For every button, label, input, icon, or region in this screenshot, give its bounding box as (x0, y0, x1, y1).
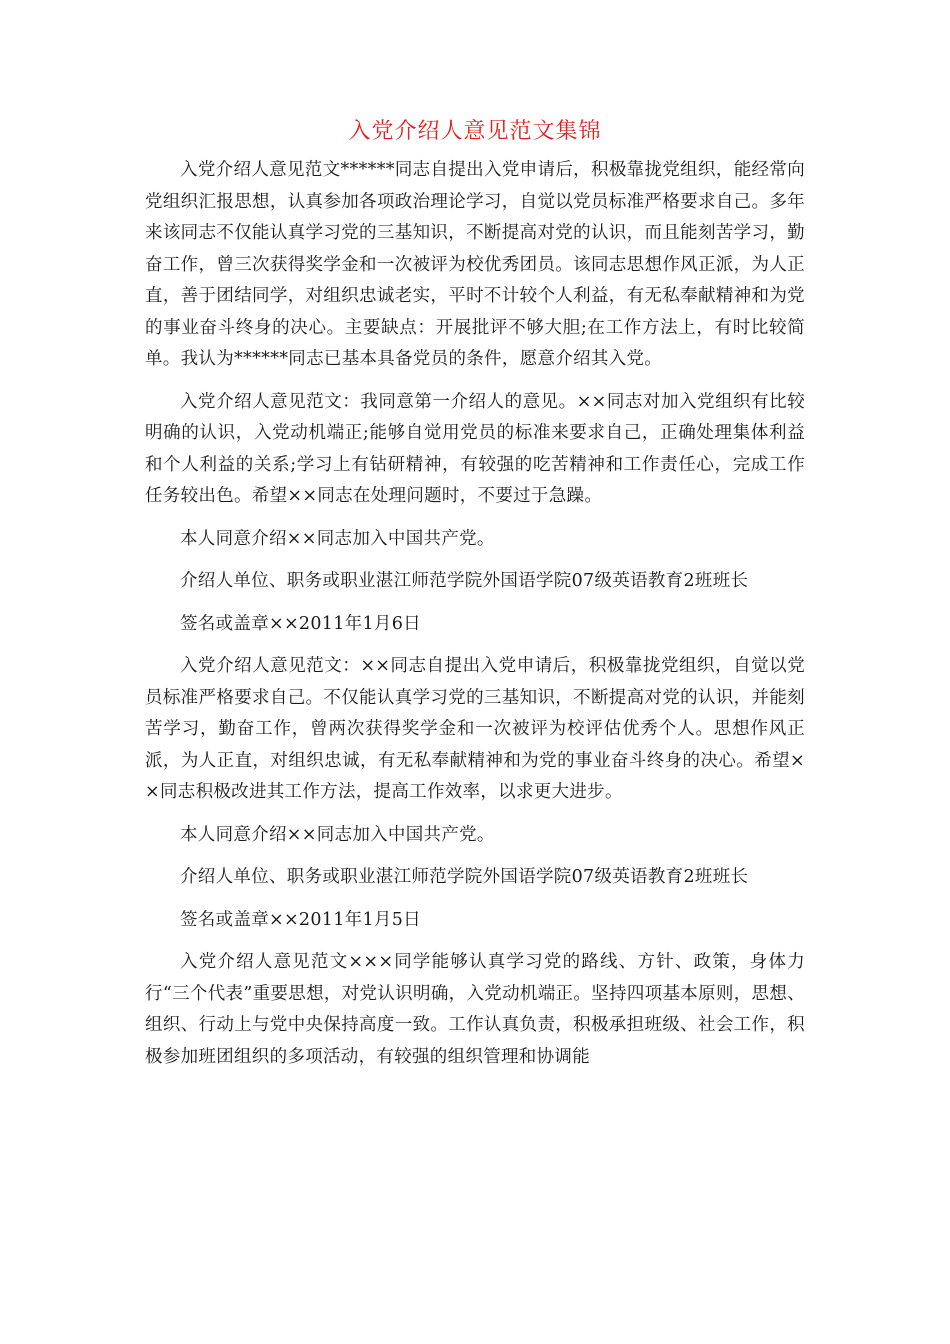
paragraph-8: 介绍人单位、职务或职业湛江师范学院外国语学院07级英语教育2班班长 (180, 867, 749, 887)
paragraph-9: 签名或盖章××2011年1月5日 (180, 909, 421, 930)
paragraph-7: 本人同意介绍××同志加入中国共产党。 (180, 824, 495, 845)
paragraph-6: 入党介绍人意见范文：××同志自提出入党申请后，积极靠拢党组织，自觉以党员标准严格要求自己。不仅能认真学习党的三基知识，不断提高对党的认识，并能刻苦学习，勤奋工作，曾两次获得奖学金和一次被评为校评估优秀个人。思想作风正派，为人正直，对组织忠诚，有无私奉献精神和为党的事业奋斗终身的决心。希望××同志积极改进其工作方法，提高工作效率，以求更大进步。 (145, 656, 805, 802)
document-title: 入党介绍人意见范文集锦 (348, 119, 602, 144)
paragraph-4: 介绍人单位、职务或职业湛江师范学院外国语学院07级英语教育2班班长 (180, 571, 749, 591)
paragraph-3: 本人同意介绍××同志加入中国共产党。 (180, 528, 495, 549)
document-body (145, 155, 805, 1084)
paragraph-1: 入党介绍人意见范文******同志自提出入党申请后，积极靠拢党组织，能经常向党组织汇报思想，认真参加各项政治理论学习，自觉以党员标准严格要求自己。多年来该同志不仅能认真学习党的三基知识，不断提高对党的认识，而且能刻苦学习，勤奋工作，曾三次获得奖学金和一次被评为校优秀团员。该同志思想作风正派，为人正直，善于团结同学，对组织忠诚老实，平时不计较个人利益，有无私奉献精神和为党的事业奋斗终身的决心。主要缺点：开展批评不够大胆;在工作方法上，有时比较简单。我认为******同志已基本具备党员的条件，愿意介绍其入党。 (145, 160, 805, 369)
paragraph-5: 签名或盖章××2011年1月6日 (180, 613, 421, 634)
paragraph-2: 入党介绍人意见范文：我同意第一介绍人的意见。××同志对加入党组织有比较明确的认识，入党动机端正;能够自觉用党员的标准来要求自己，正确处理集体利益和个人利益的关系;学习上有钻研精神，有较强的吃苦精神和工作责任心，完成工作任务较出色。希望××同志在处理问题时，不要过于急躁。 (145, 391, 805, 506)
paragraph-10: 入党介绍人意见范文×××同学能够认真学习党的路线、方针、政策，身体力行“三个代表”重要思想，对党认识明确，入党动机端正。坚持四项基本原则，思想、组织、行动上与党中央保持高度一致。工作认真负责，积极承担班级、社会工作，积极参加班团组织的多项活动，有较强的组织管理和协调能 (145, 952, 805, 1067)
